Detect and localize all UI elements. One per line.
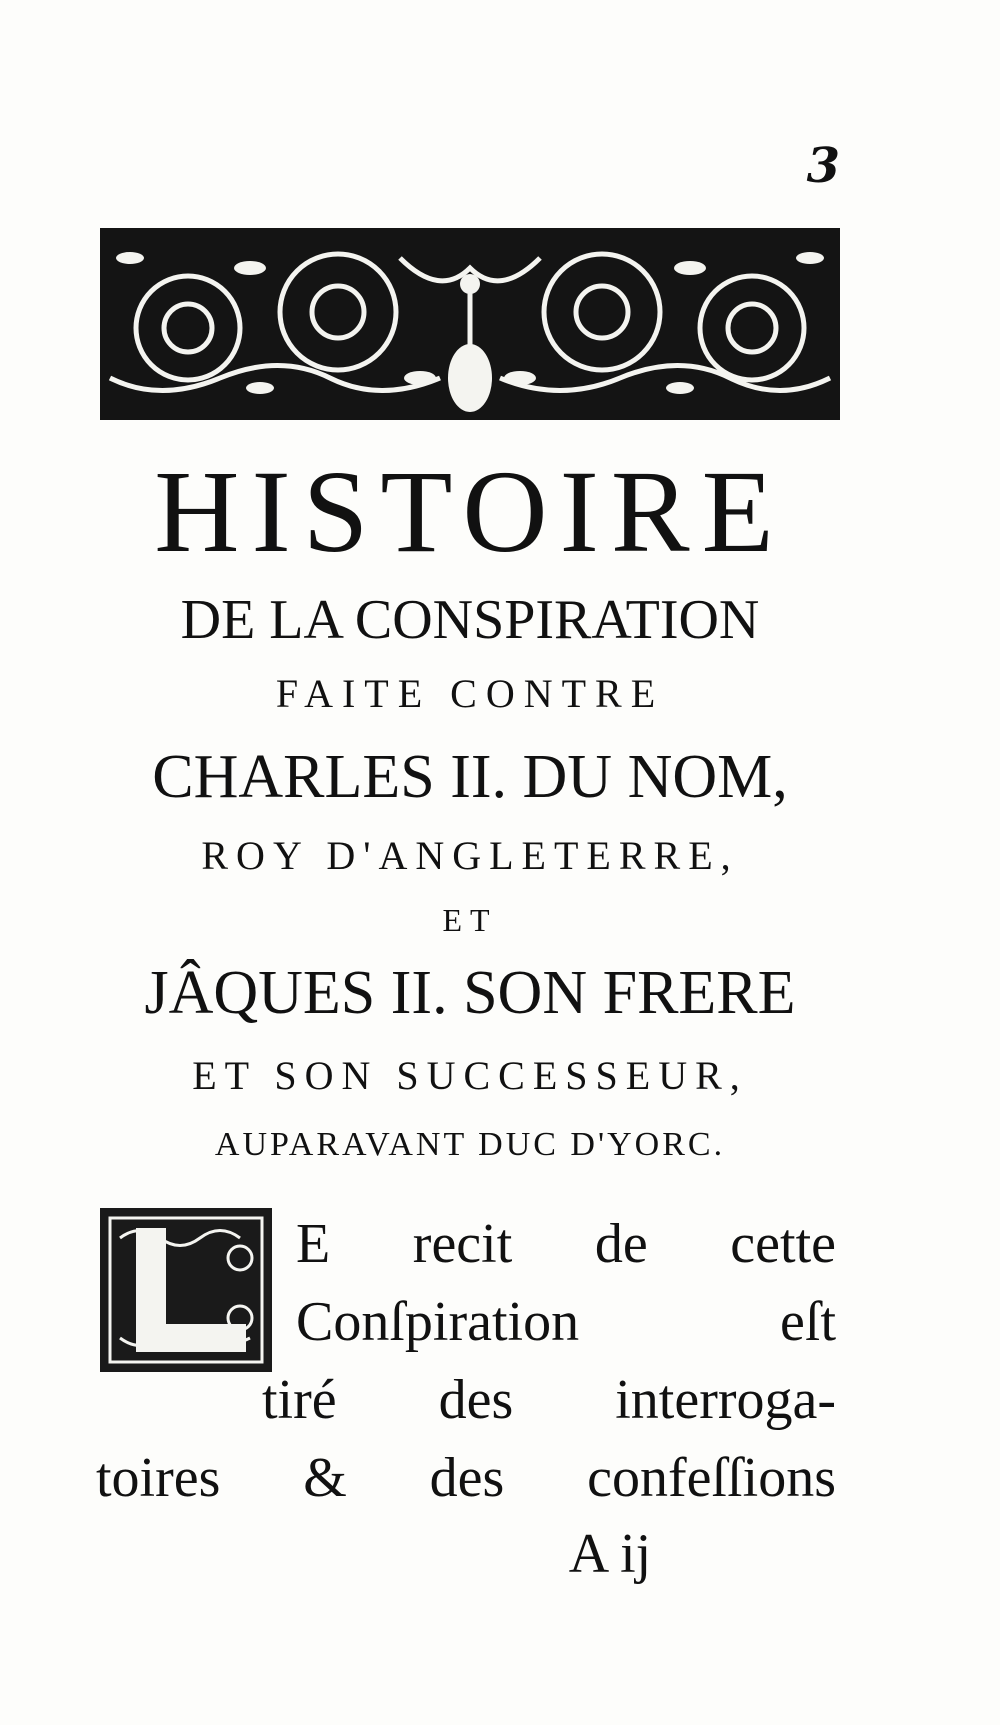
title-line-1: DE LA CONSPIRATION <box>180 589 760 651</box>
drop-cap <box>100 1208 272 1372</box>
body-line-1: E recit de cette <box>296 1213 836 1275</box>
title-line-8: AUPARAVANT DUC D'YORC. <box>214 1126 726 1163</box>
title-main: HISTOIRE <box>154 446 786 577</box>
title-line-5: ET <box>442 902 498 938</box>
drop-cap-letter <box>100 1208 272 1372</box>
floral-headpiece-icon <box>100 228 840 420</box>
body-line-3: tiré des interroga- <box>262 1369 836 1431</box>
title-line-4: ROY D'ANGLETERRE, <box>201 833 739 878</box>
title-line-7: ET SON SUCCESSEUR, <box>192 1053 748 1098</box>
title-line-3: CHARLES II. DU NOM, <box>152 743 788 811</box>
title-line-2: FAITE CONTRE <box>275 671 665 716</box>
body-line-4: toires & des confeſſions <box>96 1447 836 1509</box>
body-line-2: Conſpiration eſt <box>296 1291 836 1353</box>
title-line-6: JÂQUES II. SON FRERE <box>144 959 796 1027</box>
signature-mark: A ij <box>568 1523 652 1585</box>
page-number: 3 <box>806 138 840 194</box>
